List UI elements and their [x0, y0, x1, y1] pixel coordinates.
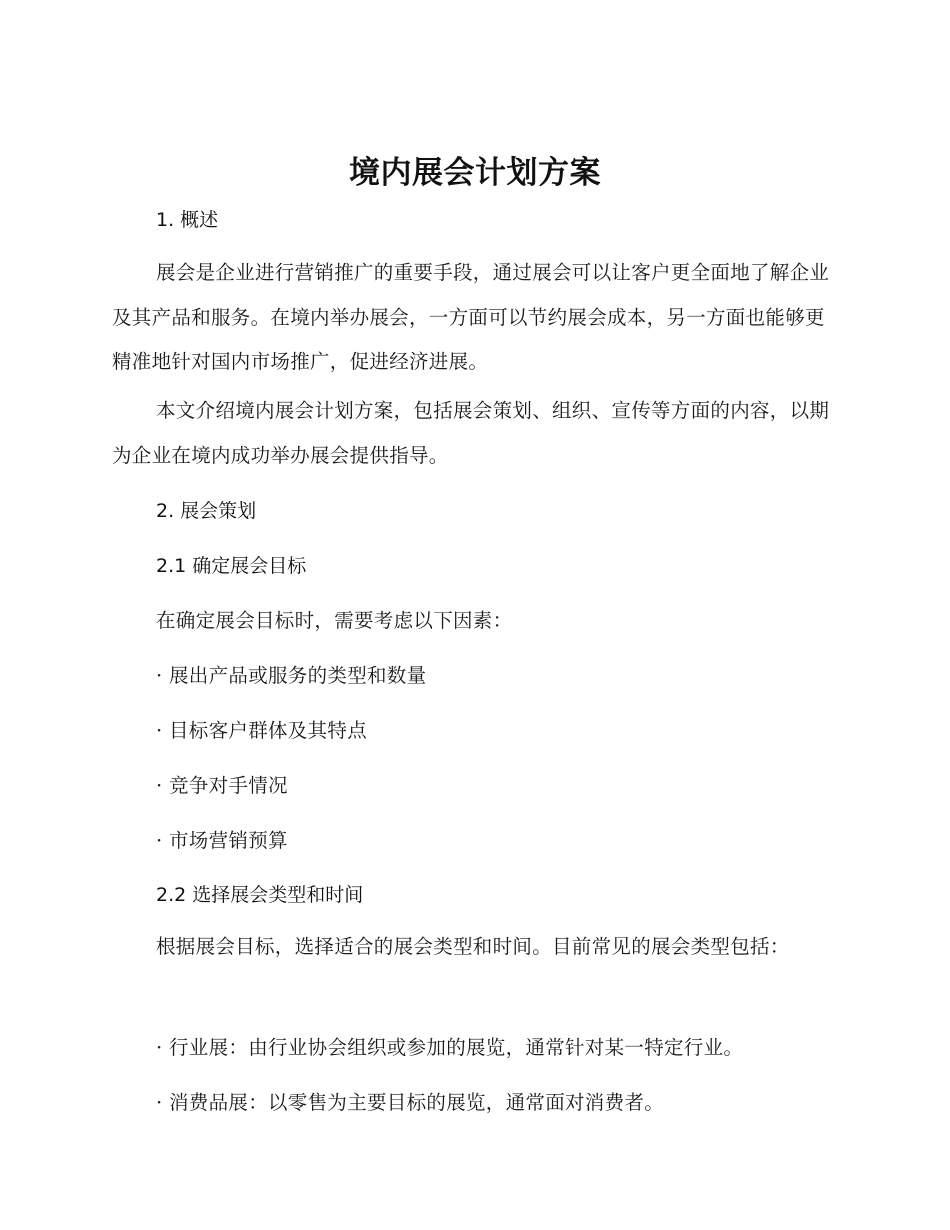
section-1-paragraph-1: 展会是企业进行营销推广的重要手段，通过展会可以让客户更全面地了解企业及其产品和服务。在境内举办展会，一方面可以节约展会成本，另一方面也能够更精准地针对国内市场推广，促进经济进展。 [112, 261, 830, 373]
section-1-heading: 1. 概述 [156, 209, 219, 231]
list-item: · 目标客户群体及其特点 [156, 719, 367, 742]
section-2-heading: 2. 展会策划 [156, 500, 257, 522]
section-2-1-intro: 在确定展会目标时，需要考虑以下因素： [156, 609, 513, 632]
list-item: · 市场营销预算 [156, 829, 288, 852]
section-2-1-heading: 2.1 确定展会目标 [156, 555, 307, 577]
list-item: · 竞争对手情况 [156, 774, 288, 797]
document-title: 境内展会计划方案 [349, 155, 601, 191]
list-item: · 消费品展：以零售为主要目标的展览，通常面对消费者。 [156, 1091, 664, 1114]
list-item: · 行业展：由行业协会组织或参加的展览，通常针对某一特定行业。 [156, 1036, 744, 1059]
section-2-2-paragraph: 根据展会目标，选择适合的展会类型和时间。目前常见的展会类型包括： [156, 935, 790, 958]
section-1-paragraph-2: 本文介绍境内展会计划方案，包括展会策划、组织、宣传等方面的内容，以期为企业在境内成功举办展会提供指导。 [112, 399, 830, 467]
section-2-2-heading: 2.2 选择展会类型和时间 [156, 884, 364, 906]
list-item: · 展出产品或服务的类型和数量 [156, 664, 427, 687]
